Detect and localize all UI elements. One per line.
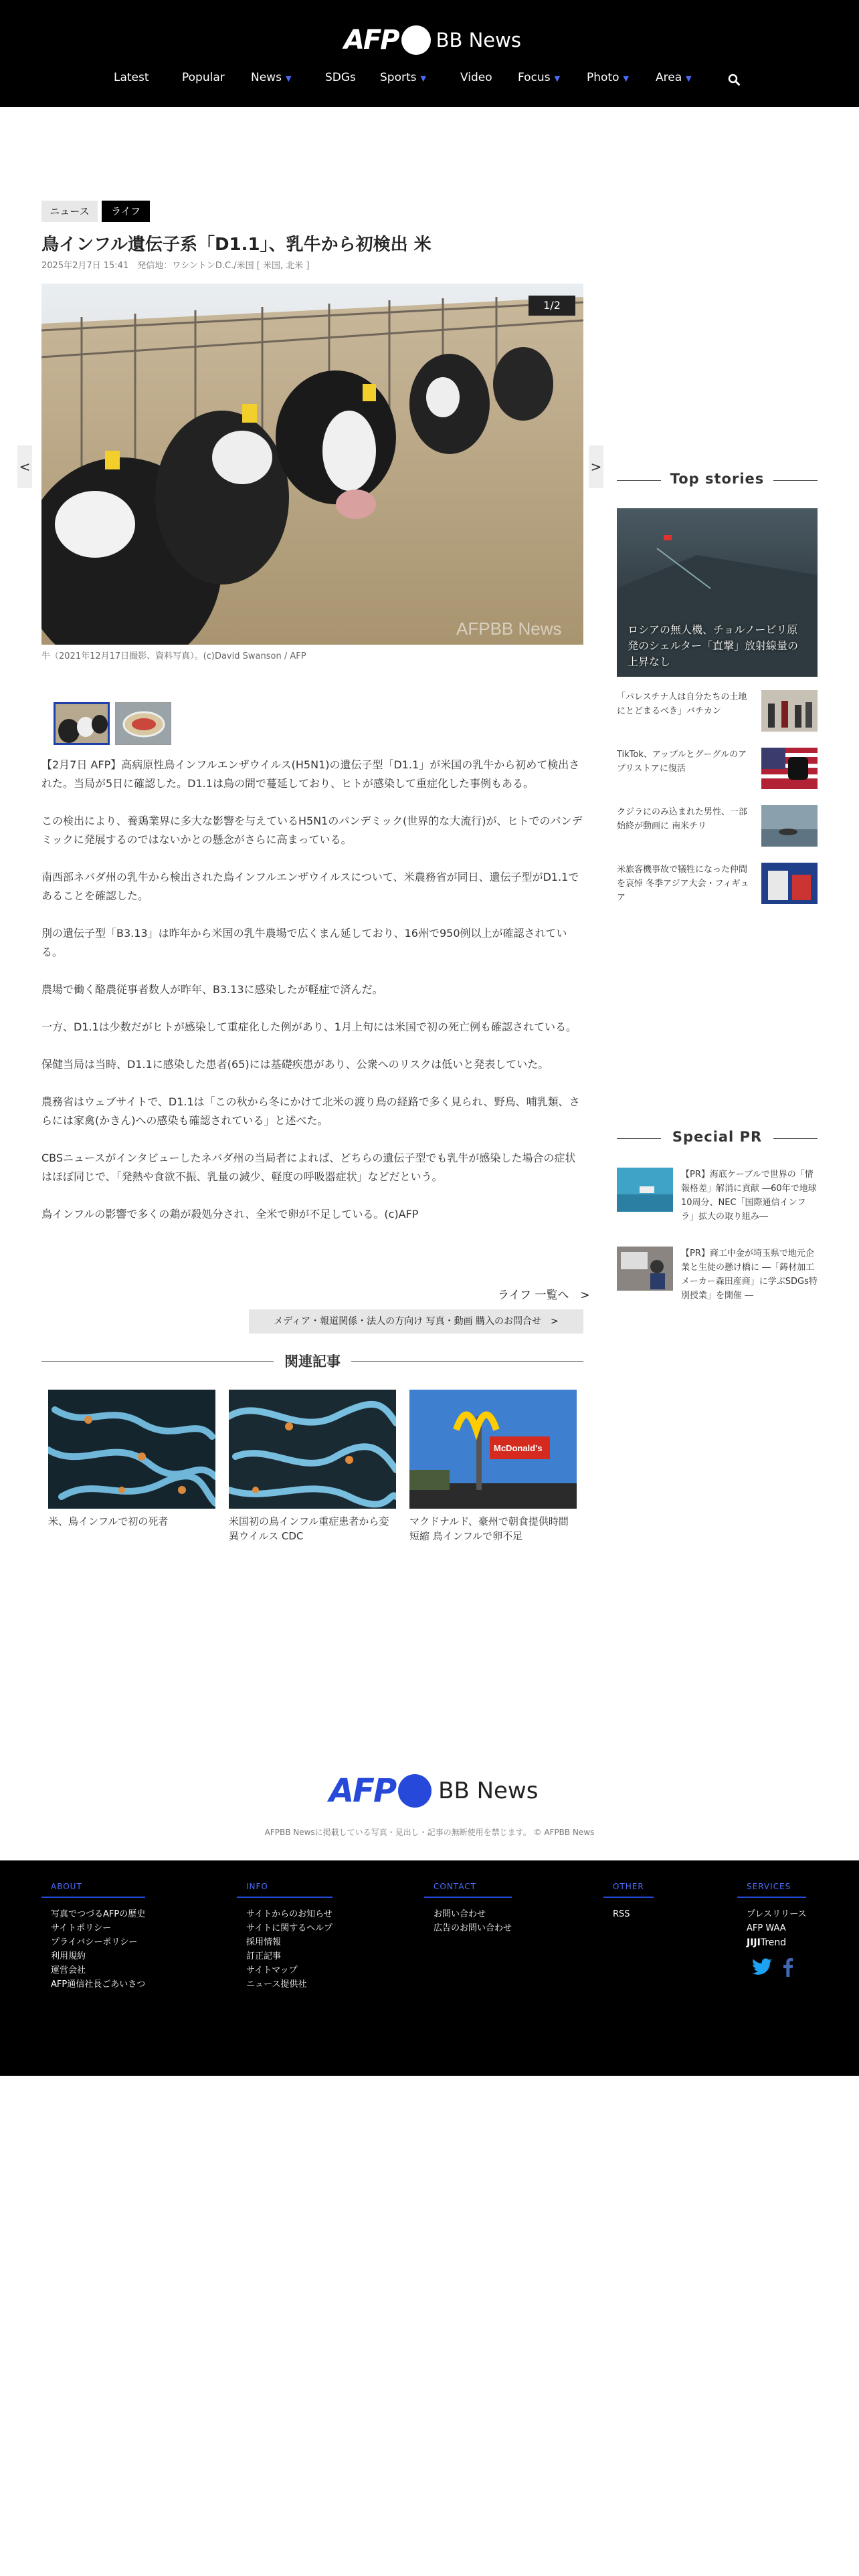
thumbnail-cows[interactable]: [54, 702, 110, 745]
footer-link[interactable]: 利用規約: [51, 1951, 86, 1961]
chevron-down-icon: ▼: [420, 74, 426, 83]
nav-sports[interactable]: [380, 71, 426, 84]
site-logo[interactable]: [344, 24, 521, 56]
main-photo-cows[interactable]: [41, 284, 583, 645]
footer-heading: SERVICES: [737, 1882, 806, 1898]
pr-title: 【PR】海底ケーブルで世界の「情報格差」解消に貢献 ―60年で地球10周分、NEC「国際通信インフラ」拡大の取り組み―: [681, 1170, 817, 1222]
footer-link[interactable]: 広告のお問い合わせ: [434, 1923, 512, 1933]
jiji-rest: Trend: [760, 1937, 787, 1948]
nav-sdgs[interactable]: SDGs: [325, 71, 356, 84]
footer-col-services: [737, 1882, 806, 1977]
paragraph: 別の遺伝子型「B3.13」は昨年から米国の乳牛農場で広くまん延しており、16州で950例以上が確認されている。: [41, 927, 567, 958]
paragraph: この検出により、養鶏業界に多大な影響を与えているH5N1のパンデミック(世界的な大流行)が、ヒトでのパンデミックに発展するのではないかとの懸念がさらに高まっている。: [41, 815, 583, 846]
article-body: [41, 756, 583, 1243]
site-header: [0, 0, 859, 107]
jiji-trend-link[interactable]: [737, 1935, 806, 1950]
footer-logo-afp-text: AFP: [329, 1772, 396, 1810]
footer-link[interactable]: サイトポリシー: [51, 1923, 112, 1933]
nav-sports-label: Sports: [380, 71, 417, 84]
footer-logo-dot: [398, 1774, 432, 1808]
chevron-down-icon: ▼: [623, 74, 629, 83]
footer-link[interactable]: 写真でつづるAFPの歴史: [51, 1909, 146, 1919]
top-story-thumb: [761, 863, 818, 904]
footer-heading: ABOUT: [41, 1882, 145, 1898]
footer-heading: CONTACT: [424, 1882, 512, 1898]
social-links: [737, 1958, 806, 1977]
logo-bbnews-text: BB News: [436, 29, 521, 51]
footer-link[interactable]: サイトマップ: [246, 1965, 298, 1975]
pr-item[interactable]: [617, 1168, 818, 1241]
nav-popular[interactable]: Popular: [182, 71, 225, 84]
nav-video[interactable]: Video: [460, 71, 492, 84]
related-title: 米国初の鳥インフル重症患者から変異ウイルス CDC: [229, 1515, 389, 1542]
footer-link[interactable]: AFP WAA: [747, 1923, 786, 1933]
related-item[interactable]: [229, 1390, 396, 1543]
paragraph: CBSニュースがインタビューしたネバダ州の当局者によれば、どちらの遺伝子型でも乳牛が感染した場合の症状はほぼ同じで、「発熱や食欲不振、乳量の減少、軽度の呼吸器症状」などだという。: [41, 1152, 576, 1183]
top-story-title: クジラにのみ込まれた男性、一部始終が動画に 南米チリ: [617, 807, 748, 831]
life-list-link[interactable]: ライフ 一覧へ >: [498, 1289, 590, 1302]
nav-area-label: Area: [656, 71, 682, 84]
nav-photo-label: Photo: [587, 71, 619, 84]
next-photo-button[interactable]: >: [589, 445, 603, 488]
logo-afp-text: AFP: [344, 25, 399, 56]
footer-col-info: [237, 1882, 332, 1992]
copyright-notice: AFPBB Newsに掲載している写真・見出し・記事の無断使用を禁じます。 © AFPBB News: [264, 1828, 595, 1837]
logo-dot: [401, 25, 431, 55]
photo-counter: 1/2: [529, 296, 575, 316]
nav-area[interactable]: [656, 71, 692, 84]
chevron-down-icon: ▼: [554, 74, 561, 83]
top-story-thumb: [761, 690, 818, 732]
paragraph: 保健当局は当時、D1.1に感染した患者(65)には基礎疾患があり、公衆へのリスクは低いと発表していた。: [41, 1058, 549, 1071]
photo-caption: 牛（2021年12月17日撮影、資料写真）。(c)David Swanson / AFP: [41, 651, 306, 661]
top-story-item[interactable]: [617, 805, 818, 849]
purchase-inquiry-button[interactable]: メディア・報道関係・法人の方向け 写真・動画 購入のお問合せ >: [249, 1309, 583, 1333]
jiji-bold: JIJI: [747, 1937, 761, 1948]
prev-photo-button[interactable]: <: [17, 445, 32, 488]
twitter-icon[interactable]: [752, 1958, 772, 1975]
paragraph: 農場で働く酪農従事者数人が昨年、B3.13に感染したが軽症で済んだ。: [41, 983, 383, 996]
article-meta: 2025年2月7日 15:41 発信地：ワシントンD.C./米国 [ 米国, 北米 ]: [41, 261, 310, 271]
related-image-virus: [48, 1390, 215, 1509]
photo-watermark: AFPBB News: [456, 619, 562, 639]
footer-heading: OTHER: [603, 1882, 654, 1898]
top-story-item[interactable]: [617, 863, 818, 907]
search-icon[interactable]: [728, 74, 740, 86]
top-story-thumb: [761, 805, 818, 847]
related-title: マクドナルド、豪州で朝食提供時間短縮 鳥インフルで卵不足: [409, 1515, 569, 1542]
article-title: 鳥インフル遺伝子系「D1.1」、乳牛から初検出 米: [41, 235, 432, 255]
nav-focus-label: Focus: [518, 71, 551, 84]
footer-col-other: [603, 1882, 654, 1921]
paragraph: 一方、D1.1は少数だがヒトが感染して重症化した例があり、1月上旬には米国で初の死亡例も確認されている。: [41, 1021, 577, 1033]
nav-focus[interactable]: [518, 71, 560, 84]
top-story-title: 米旅客機事故で犠牲になった仲間を哀悼 冬季アジア大会・フィギュア: [617, 865, 749, 903]
footer-link[interactable]: プレスリリース: [747, 1909, 807, 1919]
top-story-thumb: [761, 748, 818, 789]
top-story-feature-title: ロシアの無人機、チョルノービリ原発のシェルター「直撃」放射線量の上昇なし: [628, 623, 799, 668]
footer-link[interactable]: 採用情報: [246, 1937, 282, 1947]
chevron-down-icon: ▼: [285, 74, 292, 83]
footer-link[interactable]: サイトに関するヘルプ: [246, 1923, 333, 1933]
nav-news-label: News: [251, 71, 282, 84]
footer-link[interactable]: ニュース提供社: [246, 1979, 307, 1990]
footer-link-rss[interactable]: RSS: [613, 1909, 630, 1919]
top-story-title: 「パレスチナ人は自分たちの土地にとどまるべき」バチカン: [617, 692, 747, 716]
pr-item[interactable]: [617, 1247, 818, 1320]
pr-thumb-ocean: [617, 1168, 673, 1212]
site-footer: [0, 1860, 859, 2076]
footer-logo-bbnews-text: BB News: [438, 1778, 539, 1804]
paragraph: 鳥インフルの影響で多くの鶏が殺処分され、全米で卵が不足している。(c)AFP: [41, 1208, 419, 1220]
thumbnail-petri-dish[interactable]: [115, 702, 171, 745]
top-stories-heading: Top stories: [661, 471, 773, 487]
related-title: 米、鳥インフルで初の死者: [48, 1515, 169, 1527]
facebook-icon[interactable]: [783, 1958, 793, 1977]
related-item[interactable]: [48, 1390, 215, 1529]
top-story-item[interactable]: [617, 748, 818, 792]
paragraph: 南西部ネバダ州の乳牛から検出された鳥インフルエンザウイルスについて、米農務省が同日、遺伝子型がD1.1であることを確認した。: [41, 871, 579, 902]
special-pr-heading: Special PR: [661, 1129, 773, 1145]
mcdonalds-sign-text: McDonald's: [494, 1443, 543, 1453]
footer-link[interactable]: プライバシーポリシー: [51, 1937, 138, 1947]
footer-link[interactable]: サイトからのお知らせ: [246, 1909, 332, 1919]
related-item[interactable]: [409, 1390, 577, 1543]
footer-col-contact: [424, 1882, 512, 1935]
chevron-down-icon: ▼: [686, 74, 692, 83]
related-image-mcdonalds: [409, 1390, 577, 1509]
footer-link[interactable]: お問い合わせ: [434, 1909, 486, 1919]
pr-title: 【PR】商工中金が埼玉県で地元企業と生徒の懸け橋に ―「鋳材加工メーカー森田産商」に学ぶSDGs特別授業」を開催 ―: [681, 1249, 818, 1301]
footer-link[interactable]: 運営会社: [51, 1965, 86, 1975]
top-story-title: TikTok、アップルとグーグルのアプリストアに復活: [617, 750, 747, 774]
footer-link[interactable]: AFP通信社長ごあいさつ: [51, 1979, 146, 1990]
related-image-virus: [229, 1390, 396, 1509]
related-heading: 関連記事: [274, 1351, 351, 1371]
footer-col-about: [41, 1882, 145, 1992]
paragraph: 農務省はウェブサイトで、D1.1は「この秋から冬にかけて北米の渡り鳥の経路で多く見られ、野鳥、哺乳類、さらには家禽(かきん)への感染も確認されている」と述べた。: [41, 1095, 580, 1127]
nav-news[interactable]: [251, 71, 291, 84]
footer-link[interactable]: 訂正記事: [246, 1951, 282, 1961]
top-story-item[interactable]: [617, 690, 818, 734]
tag-news[interactable]: ニュース: [41, 201, 98, 222]
pr-thumb-classroom: [617, 1247, 673, 1291]
paragraph: 【2月7日 AFP】高病原性鳥インフルエンザウイルス(H5N1)の遺伝子型「D1.1」が米国の乳牛から初めて検出された。当局が5日に確認した。D1.1は鳥の間で蔓延しており、ヒトが感染して重症化した事例もある。: [41, 758, 580, 790]
nav-latest[interactable]: Latest: [114, 71, 149, 84]
top-story-feature[interactable]: [617, 508, 818, 677]
footer-heading: INFO: [237, 1882, 332, 1898]
footer-logo[interactable]: [329, 1772, 538, 1810]
nav-photo[interactable]: [587, 71, 629, 84]
tag-life[interactable]: ライフ: [102, 201, 150, 222]
